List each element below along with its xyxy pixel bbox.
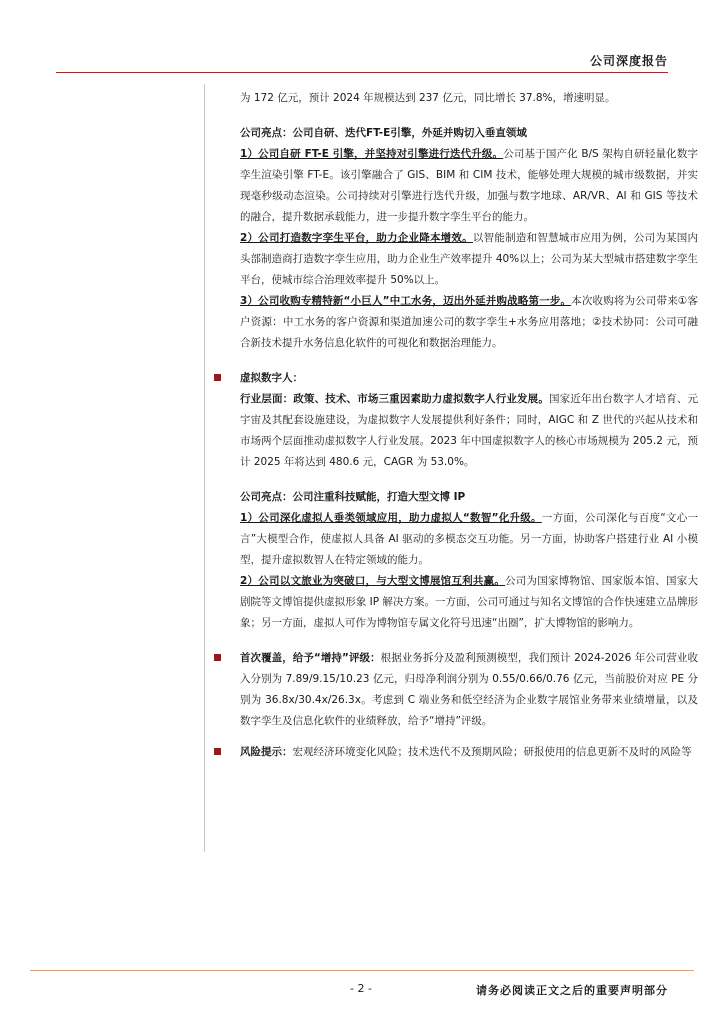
risk-section: [240, 742, 698, 763]
highlight1-heading: 公司亮点：公司自研、迭代FT-E引擎，外延并购切入垂直领域: [240, 127, 527, 139]
risk-body: 宏观经济环境变化风险；技术迭代不及预期风险；研报使用的信息更新不及时的风险等: [292, 746, 692, 758]
disclaimer-note: 请务必阅读正文之后的重要声明部分: [476, 984, 668, 997]
section-bullet-icon: [214, 654, 221, 661]
risk-paragraph: [240, 742, 698, 763]
highlight1-point2-body: 以智能制造和智慧城市应用为例，公司为某国内头部制造商打造数字孪生应用，助力企业生产效率提升 40%以上；公司为某大型城市搭建数字孪生平台，使城市综合治理效率提升 50%以上。: [240, 232, 699, 286]
highlight2-heading: 公司亮点：公司注重科技赋能，打造大型文博 IP: [240, 491, 466, 503]
highlight2-point2: [240, 571, 698, 634]
rating-paragraph: [240, 648, 698, 732]
highlight2-point1-body: 一方面，公司深化与百度“文心一言”大模型合作，使虚拟人具备 AI 驱动的多模态交互功能。另一方面，协助客户搭建行业 AI 小模型，提升虚拟数智人在特定领域的能力。: [240, 512, 698, 566]
rating-body: 根据业务拆分及盈利预测模型，我们预计 2024-2026 年公司营业收入分别为 7.89/9.15/10.23 亿元，归母净利润分别为 0.55/0.66/0.76 亿元，当前股价对应 PE 分别为 36.8x/30.4x/26.3x。考虑到 C 端业务和低空经济为企业数字展馆业务带来业绩增量，以及数字孪生及信息化软件的业绩释放，给予“增持”评级。: [240, 652, 698, 727]
highlight1-point2: [240, 228, 698, 291]
highlight2-point2-body: 公司为国家博物馆、国家版本馆、国家大剧院等文博馆提供虚拟形象 IP 解决方案。一方面，公司可通过与知名文博馆的合作快速建立品牌形象；另一方面，虚拟人可作为博物馆专属文化符号迅速“出圈”，扩大博物馆的影响力。: [240, 575, 698, 629]
virtual-human-section: [240, 368, 698, 473]
highlight2-point1-lead: 1）公司深化虚拟人垂类领域应用，助力虚拟人“数智”化升级。: [240, 512, 542, 524]
highlight1-point3: [240, 291, 698, 354]
highlight1-point3-lead: 3）公司收购专精特新“小巨人”中工水务，迈出外延并购战略第一步。: [240, 295, 572, 307]
highlight2-point2-lead: 2）公司以文旅业为突破口，与大型文博展馆互利共赢。: [240, 575, 506, 587]
report-body: [240, 88, 698, 763]
report-header-title: 公司深度报告: [589, 54, 668, 68]
virtual-industry-lead: 行业层面：政策、技术、市场三重因素助力虚拟数字人行业发展。: [240, 393, 549, 405]
highlight1-point2-lead: 2）公司打造数字孪生平台，助力企业降本增效。: [240, 232, 473, 244]
intro-paragraph: 为 172 亿元，预计 2024 年规模达到 237 亿元，同比增长 37.8%，增速明显。: [240, 92, 616, 104]
risk-lead: 风险提示：: [240, 746, 293, 758]
section-bullet-icon: [214, 374, 221, 381]
virtual-industry-paragraph: [240, 389, 698, 473]
virtual-human-title: 虚拟数字人：: [240, 372, 303, 384]
section-bullet-icon: [214, 748, 221, 755]
rating-section: [240, 648, 698, 732]
virtual-industry-body: 国家近年出台数字人才培育、元宇宙及其配套设施建设，为虚拟数字人发展提供利好条件；同时，AIGC 和 Z 世代的兴起从技术和市场两个层面推动虚拟数字人行业发展。2023 年中国虚拟数字人的核心市场规模为 205.2 元，预计 2025 年将达到 480.6 元，CAGR 为 53.0%。: [240, 393, 699, 468]
page-number: - 2 -: [350, 982, 372, 995]
highlight1-point1-body: 公司基于国产化 B/S 架构自研轻量化数字孪生渲染引擎 FT-E。该引擎融合了 GIS、BIM 和 CIM 技术，能够处理大规模的城市级数据，并实现毫秒级动态渲染。公司持续对引擎进行迭代升级，加强与数字地球、AR/VR、AI 和 GIS 等技术的融合，提升数据承载能力，进一步提升数字孪生平台的能力。: [240, 148, 698, 223]
highlight1-point3-body: 本次收购将为公司带来①客户资源：中工水务的客户资源和渠道加速公司的数字孪生+水务应用落地；②技术协同：公司可融合新技术提升水务信息化软件的可视化和数据治理能力。: [240, 295, 698, 349]
highlight1-point1-lead: 1）公司自研 FT-E 引擎，并坚持对引擎进行迭代升级。: [240, 148, 504, 160]
highlight2-point1: [240, 508, 698, 571]
footer-divider: [30, 970, 694, 971]
left-margin-rule: [204, 84, 205, 852]
header-divider: [56, 72, 668, 73]
rating-lead: 首次覆盖，给予“增持”评级：: [240, 652, 381, 664]
highlight1-point1: [240, 144, 698, 228]
